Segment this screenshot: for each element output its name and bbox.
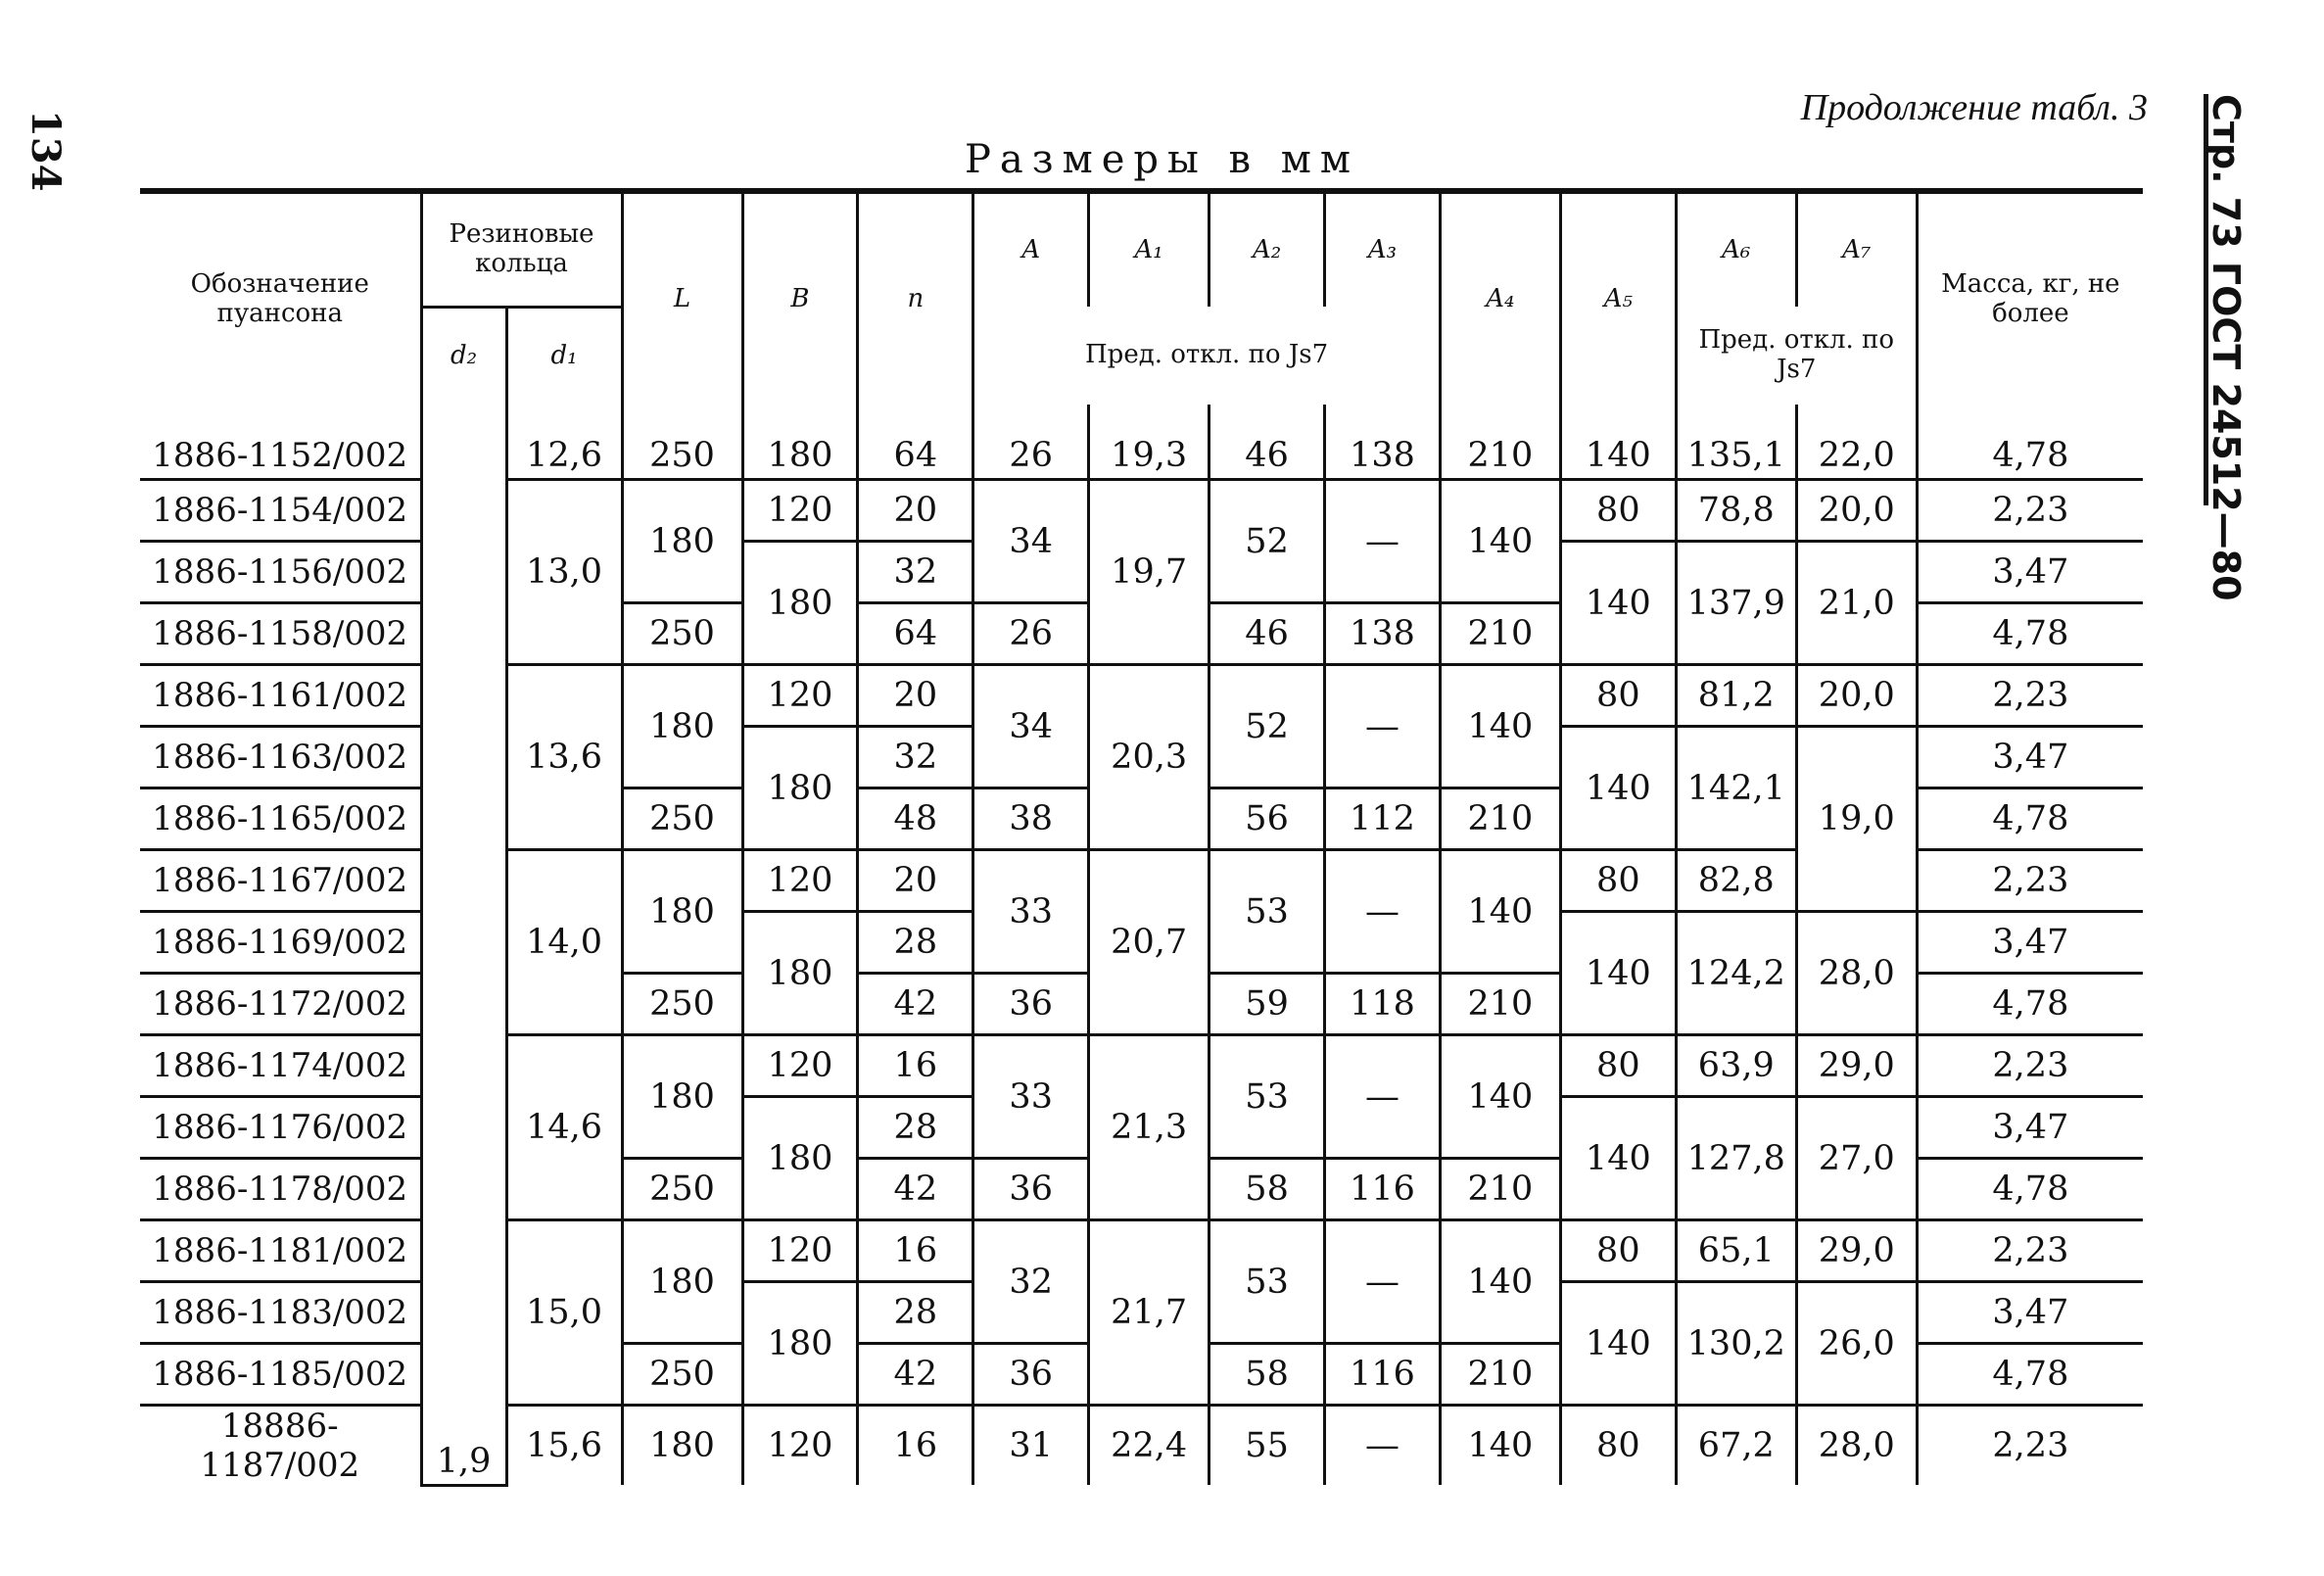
punch-dimensions-table xyxy=(140,188,2143,1487)
header-d2: d₂ xyxy=(421,307,506,405)
cell-n: 16 xyxy=(858,1035,973,1097)
cell-designation: 1886-1183/002 xyxy=(140,1282,421,1344)
cell-A3: 116 xyxy=(1325,1344,1441,1406)
cell-designation: 1886-1176/002 xyxy=(140,1097,421,1159)
cell-A: 32 xyxy=(973,1220,1089,1344)
cell-A2: 58 xyxy=(1209,1344,1325,1406)
cell-A5: 80 xyxy=(1560,480,1676,542)
cell-A2: 55 xyxy=(1209,1406,1325,1486)
cell-A4: 140 xyxy=(1440,850,1560,974)
cell-n: 32 xyxy=(858,727,973,788)
cell-d1: 13,6 xyxy=(506,665,622,850)
cell-A4: 140 xyxy=(1440,1406,1560,1486)
header-tolerance-js7: Пред. откл. по Js7 xyxy=(973,307,1441,405)
cell-A4: 140 xyxy=(1440,480,1560,603)
cell-A1: 21,3 xyxy=(1089,1035,1209,1220)
header-A2: A₂ xyxy=(1209,191,1325,307)
cell-A1: 19,7 xyxy=(1089,480,1209,665)
cell-designation: 1886-1154/002 xyxy=(140,480,421,542)
cell-A7: 29,0 xyxy=(1796,1035,1917,1097)
cell-A: 34 xyxy=(973,665,1089,788)
cell-B: 120 xyxy=(742,1406,858,1486)
cell-mass: 3,47 xyxy=(1917,1097,2143,1159)
cell-A3: 138 xyxy=(1325,405,1441,480)
cell-A: 36 xyxy=(973,974,1089,1035)
cell-n: 64 xyxy=(858,603,973,665)
cell-L: 250 xyxy=(622,974,742,1035)
cell-A: 26 xyxy=(973,603,1089,665)
cell-A6: 78,8 xyxy=(1676,480,1796,542)
cell-A6: 142,1 xyxy=(1676,727,1796,850)
cell-A5: 140 xyxy=(1560,912,1676,1035)
cell-designation: 1886-1161/002 xyxy=(140,665,421,727)
cell-d1: 12,6 xyxy=(506,405,622,480)
cell-B: 180 xyxy=(742,405,858,480)
cell-n: 28 xyxy=(858,912,973,974)
cell-L: 250 xyxy=(622,788,742,850)
cell-mass: 2,23 xyxy=(1917,480,2143,542)
cell-designation: 1886-1158/002 xyxy=(140,603,421,665)
standard-reference: Стр. 73 ГОСТ 24512—80 xyxy=(2205,94,2248,601)
cell-n: 28 xyxy=(858,1282,973,1344)
cell-n: 32 xyxy=(858,542,973,603)
cell-d1: 15,6 xyxy=(506,1406,622,1486)
cell-A2: 52 xyxy=(1209,480,1325,603)
cell-A1: 20,7 xyxy=(1089,850,1209,1035)
cell-B: 180 xyxy=(742,1097,858,1220)
cell-A2: 58 xyxy=(1209,1159,1325,1220)
cell-A: 38 xyxy=(973,788,1089,850)
units-caption: Размеры в мм xyxy=(965,137,1359,182)
cell-A7: 26,0 xyxy=(1796,1282,1917,1406)
cell-mass: 2,23 xyxy=(1917,1220,2143,1282)
cell-A7: 29,0 xyxy=(1796,1220,1917,1282)
cell-A5: 80 xyxy=(1560,1406,1676,1486)
cell-designation: 1886-1181/002 xyxy=(140,1220,421,1282)
cell-A6: 135,1 xyxy=(1676,405,1796,480)
cell-designation: 1886-1165/002 xyxy=(140,788,421,850)
cell-A6: 63,9 xyxy=(1676,1035,1796,1097)
cell-n: 20 xyxy=(858,850,973,912)
cell-L: 180 xyxy=(622,1406,742,1486)
cell-A3: — xyxy=(1325,1220,1441,1344)
cell-designation: 1886-1163/002 xyxy=(140,727,421,788)
cell-mass: 3,47 xyxy=(1917,542,2143,603)
cell-A1: 21,7 xyxy=(1089,1220,1209,1406)
cell-A2: 53 xyxy=(1209,850,1325,974)
cell-A1: 20,3 xyxy=(1089,665,1209,850)
cell-A3: — xyxy=(1325,480,1441,603)
cell-A5: 140 xyxy=(1560,542,1676,665)
cell-A7: 19,0 xyxy=(1796,727,1917,912)
cell-L: 250 xyxy=(622,1344,742,1406)
cell-A: 34 xyxy=(973,480,1089,603)
cell-n: 64 xyxy=(858,405,973,480)
cell-mass: 4,78 xyxy=(1917,974,2143,1035)
header-tolerance-js7-short: Пред. откл. по Js7 xyxy=(1676,307,1917,405)
cell-mass: 2,23 xyxy=(1917,1406,2143,1486)
cell-designation: 1886-1178/002 xyxy=(140,1159,421,1220)
cell-A6: 67,2 xyxy=(1676,1406,1796,1486)
cell-A: 26 xyxy=(973,405,1089,480)
header-d1: d₁ xyxy=(506,307,622,405)
cell-designation: 1886-1152/002 xyxy=(140,405,421,480)
cell-n: 42 xyxy=(858,1344,973,1406)
cell-A3: 112 xyxy=(1325,788,1441,850)
cell-A4: 210 xyxy=(1440,1344,1560,1406)
cell-A2: 46 xyxy=(1209,405,1325,480)
cell-n: 42 xyxy=(858,974,973,1035)
cell-A5: 140 xyxy=(1560,1097,1676,1220)
cell-A3: — xyxy=(1325,850,1441,974)
header-A4: A₄ xyxy=(1440,191,1560,405)
cell-A4: 210 xyxy=(1440,603,1560,665)
cell-A5: 140 xyxy=(1560,1282,1676,1406)
header-mass: Масса, кг, не более xyxy=(1917,191,2143,405)
cell-A6: 82,8 xyxy=(1676,850,1796,912)
cell-A6: 65,1 xyxy=(1676,1220,1796,1282)
cell-A2: 59 xyxy=(1209,974,1325,1035)
cell-A: 33 xyxy=(973,850,1089,974)
cell-A2: 46 xyxy=(1209,603,1325,665)
cell-mass: 4,78 xyxy=(1917,788,2143,850)
cell-A5: 140 xyxy=(1560,405,1676,480)
cell-A4: 140 xyxy=(1440,1035,1560,1159)
cell-B: 180 xyxy=(742,727,858,850)
cell-A2: 53 xyxy=(1209,1220,1325,1344)
cell-A5: 80 xyxy=(1560,1220,1676,1282)
cell-A7: 28,0 xyxy=(1796,912,1917,1035)
cell-designation: 1886-1167/002 xyxy=(140,850,421,912)
cell-B: 120 xyxy=(742,850,858,912)
header-A: A xyxy=(973,191,1089,307)
cell-B: 180 xyxy=(742,912,858,1035)
cell-A5: 80 xyxy=(1560,850,1676,912)
cell-d2: 1,9 xyxy=(421,405,506,1485)
cell-mass: 2,23 xyxy=(1917,850,2143,912)
cell-L: 250 xyxy=(622,603,742,665)
header-A5: A₅ xyxy=(1560,191,1676,405)
cell-B: 120 xyxy=(742,1220,858,1282)
cell-mass: 4,78 xyxy=(1917,405,2143,480)
cell-A7: 22,0 xyxy=(1796,405,1917,480)
cell-L: 250 xyxy=(622,1159,742,1220)
cell-A5: 80 xyxy=(1560,665,1676,727)
cell-n: 20 xyxy=(858,480,973,542)
cell-L: 180 xyxy=(622,665,742,788)
cell-A7: 27,0 xyxy=(1796,1097,1917,1220)
cell-A4: 210 xyxy=(1440,788,1560,850)
cell-mass: 3,47 xyxy=(1917,912,2143,974)
cell-A4: 140 xyxy=(1440,1220,1560,1344)
cell-mass: 2,23 xyxy=(1917,665,2143,727)
cell-A3: 116 xyxy=(1325,1159,1441,1220)
cell-A5: 140 xyxy=(1560,727,1676,850)
cell-A3: 138 xyxy=(1325,603,1441,665)
header-A7: A₇ xyxy=(1796,191,1917,307)
cell-A: 36 xyxy=(973,1344,1089,1406)
cell-A1: 22,4 xyxy=(1089,1406,1209,1486)
cell-n: 20 xyxy=(858,665,973,727)
cell-designation: 1886-1169/002 xyxy=(140,912,421,974)
cell-mass: 4,78 xyxy=(1917,1344,2143,1406)
cell-A6: 137,9 xyxy=(1676,542,1796,665)
cell-A3: — xyxy=(1325,1406,1441,1486)
cell-mass: 4,78 xyxy=(1917,603,2143,665)
cell-A4: 210 xyxy=(1440,405,1560,480)
header-rubber-rings: Резиновые кольца xyxy=(421,191,622,307)
header-A1: A₁ xyxy=(1089,191,1209,307)
cell-mass: 4,78 xyxy=(1917,1159,2143,1220)
cell-B: 120 xyxy=(742,480,858,542)
cell-A3: — xyxy=(1325,1035,1441,1159)
cell-A7: 20,0 xyxy=(1796,665,1917,727)
cell-designation: 1886-1156/002 xyxy=(140,542,421,603)
header-n: n xyxy=(858,191,973,405)
cell-A3: 118 xyxy=(1325,974,1441,1035)
page-number: 134 xyxy=(23,110,69,192)
cell-d1: 14,6 xyxy=(506,1035,622,1220)
cell-designation: 1886-1172/002 xyxy=(140,974,421,1035)
cell-B: 120 xyxy=(742,665,858,727)
cell-mass: 3,47 xyxy=(1917,727,2143,788)
header-B: B xyxy=(742,191,858,405)
cell-A5: 80 xyxy=(1560,1035,1676,1097)
cell-A6: 81,2 xyxy=(1676,665,1796,727)
cell-d1: 14,0 xyxy=(506,850,622,1035)
cell-n: 16 xyxy=(858,1220,973,1282)
cell-B: 180 xyxy=(742,1282,858,1406)
cell-A: 31 xyxy=(973,1406,1089,1486)
cell-A4: 210 xyxy=(1440,1159,1560,1220)
cell-A2: 56 xyxy=(1209,788,1325,850)
cell-A4: 140 xyxy=(1440,665,1560,788)
cell-A3: — xyxy=(1325,665,1441,788)
cell-A4: 210 xyxy=(1440,974,1560,1035)
cell-designation: 1886-1174/002 xyxy=(140,1035,421,1097)
cell-designation: 1886-1185/002 xyxy=(140,1344,421,1406)
cell-mass: 3,47 xyxy=(1917,1282,2143,1344)
cell-L: 250 xyxy=(622,405,742,480)
table-row xyxy=(140,405,2143,480)
cell-A6: 130,2 xyxy=(1676,1282,1796,1406)
cell-B: 120 xyxy=(742,1035,858,1097)
cell-n: 16 xyxy=(858,1406,973,1486)
cell-A6: 127,8 xyxy=(1676,1097,1796,1220)
cell-d1: 13,0 xyxy=(506,480,622,665)
cell-A6: 124,2 xyxy=(1676,912,1796,1035)
cell-B: 180 xyxy=(742,542,858,665)
cell-A7: 20,0 xyxy=(1796,480,1917,542)
cell-A: 33 xyxy=(973,1035,1089,1159)
cell-n: 48 xyxy=(858,788,973,850)
cell-n: 42 xyxy=(858,1159,973,1220)
cell-A7: 21,0 xyxy=(1796,542,1917,665)
cell-A7: 28,0 xyxy=(1796,1406,1917,1486)
cell-L: 180 xyxy=(622,480,742,603)
cell-mass: 2,23 xyxy=(1917,1035,2143,1097)
cell-n: 28 xyxy=(858,1097,973,1159)
cell-designation: 18886-1187/002 xyxy=(140,1406,421,1486)
cell-A2: 52 xyxy=(1209,665,1325,788)
cell-L: 180 xyxy=(622,1035,742,1159)
cell-A2: 53 xyxy=(1209,1035,1325,1159)
header-designation: Обозначение пуансона xyxy=(140,191,421,405)
header-L: L xyxy=(622,191,742,405)
cell-d1: 15,0 xyxy=(506,1220,622,1406)
cell-L: 180 xyxy=(622,1220,742,1344)
cell-A: 36 xyxy=(973,1159,1089,1220)
table-continuation-caption: Продолжение табл. 3 xyxy=(1800,87,2148,128)
header-A3: A₃ xyxy=(1325,191,1441,307)
cell-L: 180 xyxy=(622,850,742,974)
cell-A1: 19,3 xyxy=(1089,405,1209,480)
header-A6: A₆ xyxy=(1676,191,1796,307)
